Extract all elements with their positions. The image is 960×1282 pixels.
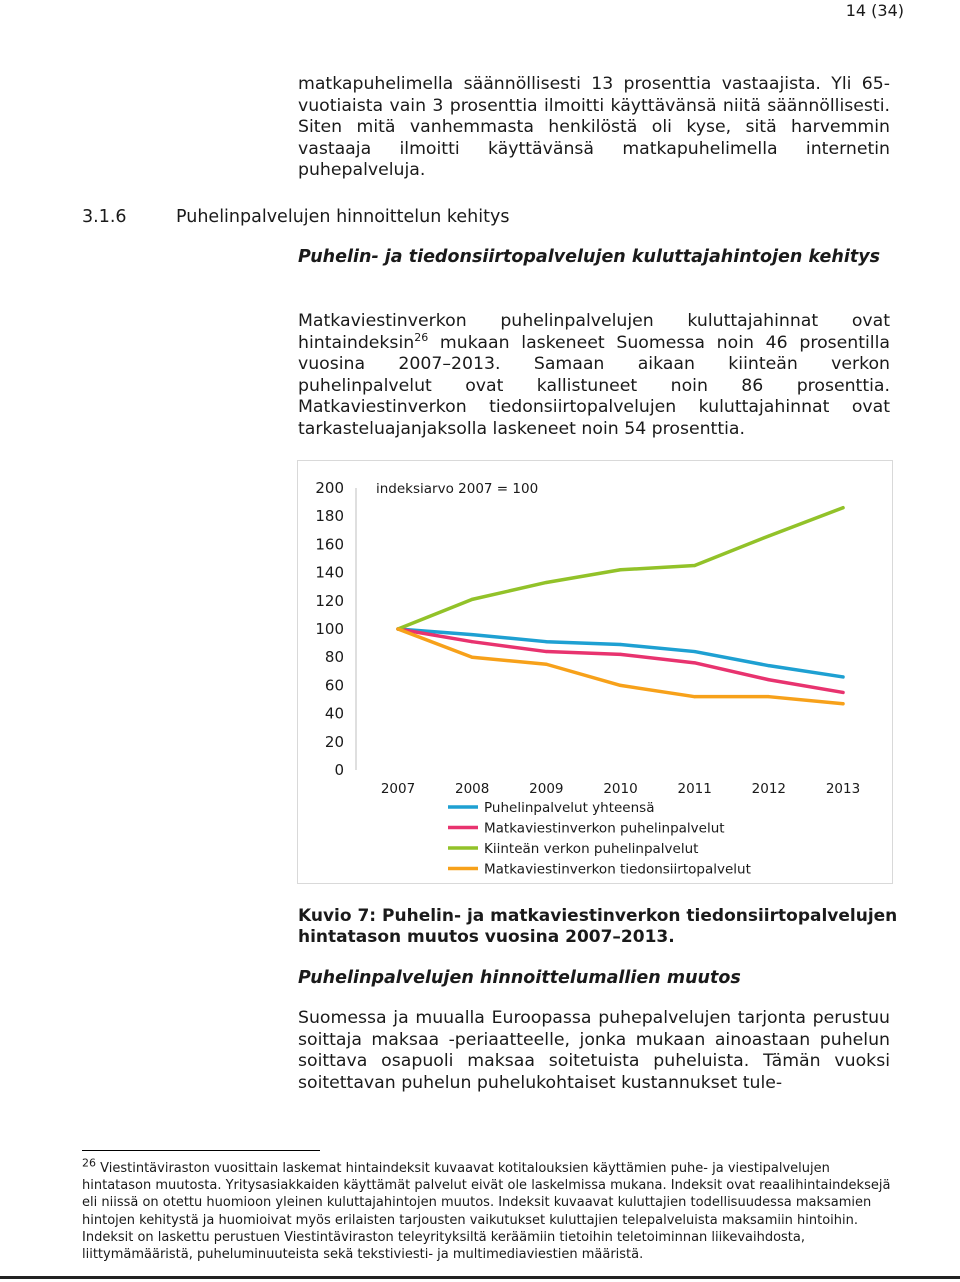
x-tick-label: 2012 [751, 781, 787, 797]
x-tick-label: 2009 [529, 781, 564, 797]
footnote [82, 1156, 892, 1263]
data-point [545, 640, 548, 643]
data-point [471, 656, 474, 659]
footnote-text: Viestintäviraston vuosittain laskemat hintaindeksit kuvaavat kotitalouksien käyttämien puhe- ja viestipalvelujen hintatason muutosta. Yritysasiakkaiden käyttämät palvelut eivät ole laskelmissa mukana. Indeksit ovat reaalihintaindeksejä eli niissä on otettu huomioon yleinen kuluttajahintojen muutos. Indeksit kuvaavat kuluttajien todellisuudessa maksamien hintojen kehitystä ja huomioivat myös erilaisten tarjousten vaikutukset kuluttajien telepalveluista maksamiin hintoihin. Indeksit on laskettu perustuen Viestintäviraston teleyrityksiltä keräämiin tietoihin teletoiminnan liikevaihdosta, liittymämääristä, puheluminuuteista sekä tekstiviesti- ja multimediaviestien määristä. [82, 1161, 891, 1263]
section-heading [82, 206, 509, 228]
data-point [619, 643, 622, 646]
subheading-pricing-models: Puhelinpalvelujen hinnoittelumallien muutos [298, 968, 741, 988]
y-tick-label: 100 [315, 620, 344, 638]
footnote-number: 26 [82, 1156, 96, 1170]
section-title: Puhelinpalvelujen hinnoittelun kehitys [176, 207, 510, 227]
footnote-reference[interactable]: 26 [414, 330, 429, 344]
series-line [398, 629, 843, 692]
data-point [471, 598, 474, 601]
data-point [693, 695, 696, 698]
data-point [841, 675, 844, 678]
chart-annotation: indeksiarvo 2007 = 100 [376, 481, 539, 497]
pricing-models-paragraph: Suomessa ja muualla Euroopassa puhepalvelujen tarjonta perustuu soittaja maksaa -periaatteelle, jonka mukaan ainoastaan puhelun soittava osapuoli maksaa soitetuista puheluista. Tämän vuoksi soitettavan puhelun puhelukohtaiset kustannukset tule- [298, 1008, 890, 1093]
x-tick-label: 2008 [454, 781, 490, 797]
legend-label: Matkaviestinverkon tiedonsiirtopalvelut [484, 861, 751, 878]
intro-paragraph: matkapuhelimella säännöllisesti 13 prosenttia vastaajista. Yli 65-vuotiaista vain 3 prosenttia ilmoitti käyttävänsä niitä säännöllisesti. Siten mitä vanhemmasta henkilöstä oli kyse, sitä harvemmin vastaaja ilmoitti käyttävänsä matkapuhelimella internetin puhepalveluja. [298, 74, 890, 180]
data-point [693, 564, 696, 567]
y-tick-label: 160 [315, 535, 344, 554]
price-index-chart [297, 460, 893, 884]
subheading-price-development: Puhelin- ja tiedonsiirtopalvelujen kuluttajahintojen kehitys [298, 247, 881, 267]
y-tick-label: 200 [315, 479, 344, 497]
data-point [767, 664, 770, 667]
y-tick-label: 80 [324, 648, 344, 667]
legend-label: Matkaviestinverkon puhelinpalvelut [484, 820, 725, 837]
y-tick-label: 20 [324, 732, 344, 751]
section-number: 3.1.6 [82, 207, 127, 227]
data-point [619, 568, 622, 571]
y-tick-label: 0 [334, 761, 344, 779]
data-point [767, 695, 770, 698]
data-point [396, 627, 399, 630]
figure-caption: Kuvio 7: Puhelin- ja matkaviestinverkon tiedonsiirtopalvelujen hintatason muutos vuosina 2007–2013. [298, 906, 898, 947]
data-point [841, 702, 844, 705]
x-tick-label: 2011 [677, 781, 712, 797]
page-number: 14 (34) [845, 1, 904, 20]
y-tick-label: 60 [324, 676, 344, 695]
y-tick-label: 120 [315, 591, 344, 610]
data-point [767, 678, 770, 681]
footnote-separator [82, 1150, 320, 1151]
paragraph-part-1: Matkaviestinverkon puhelinpalvelujen kuluttajahinnat ovat hintaindeksin [298, 311, 890, 353]
data-point [545, 650, 548, 653]
y-tick-label: 140 [315, 563, 344, 582]
data-point [619, 653, 622, 656]
data-point [471, 633, 474, 636]
data-point [471, 640, 474, 643]
data-point [693, 650, 696, 653]
paragraph-part-2: mukaan laskeneet Suomessa noin 46 prosentilla vuosina 2007–2013. Samaan aikaan kiinteän verkon puhelinpalvelut ovat kallistuneet noin 86 prosenttia. Matkaviestinverkon tiedonsiirtopalvelujen kuluttajahinnat ovat tarkasteluajanjaksolla laskeneet noin 54 prosenttia. [298, 332, 890, 439]
y-tick-label: 40 [324, 704, 344, 723]
data-point [545, 581, 548, 584]
price-development-paragraph [298, 311, 890, 440]
y-tick-label: 180 [315, 507, 344, 526]
x-tick-label: 2010 [603, 781, 638, 797]
x-tick-label: 2007 [380, 781, 416, 797]
data-point [545, 663, 548, 666]
chart-canvas [298, 461, 894, 885]
data-point [619, 684, 622, 687]
data-point [693, 661, 696, 664]
data-point [767, 534, 770, 537]
page-bottom-rule [0, 1276, 960, 1279]
legend-label: Kiinteän verkon puhelinpalvelut [484, 841, 699, 857]
legend-label: Puhelinpalvelut yhteensä [484, 800, 655, 816]
data-point [841, 506, 844, 509]
x-tick-label: 2013 [825, 781, 861, 797]
data-point [841, 691, 844, 694]
